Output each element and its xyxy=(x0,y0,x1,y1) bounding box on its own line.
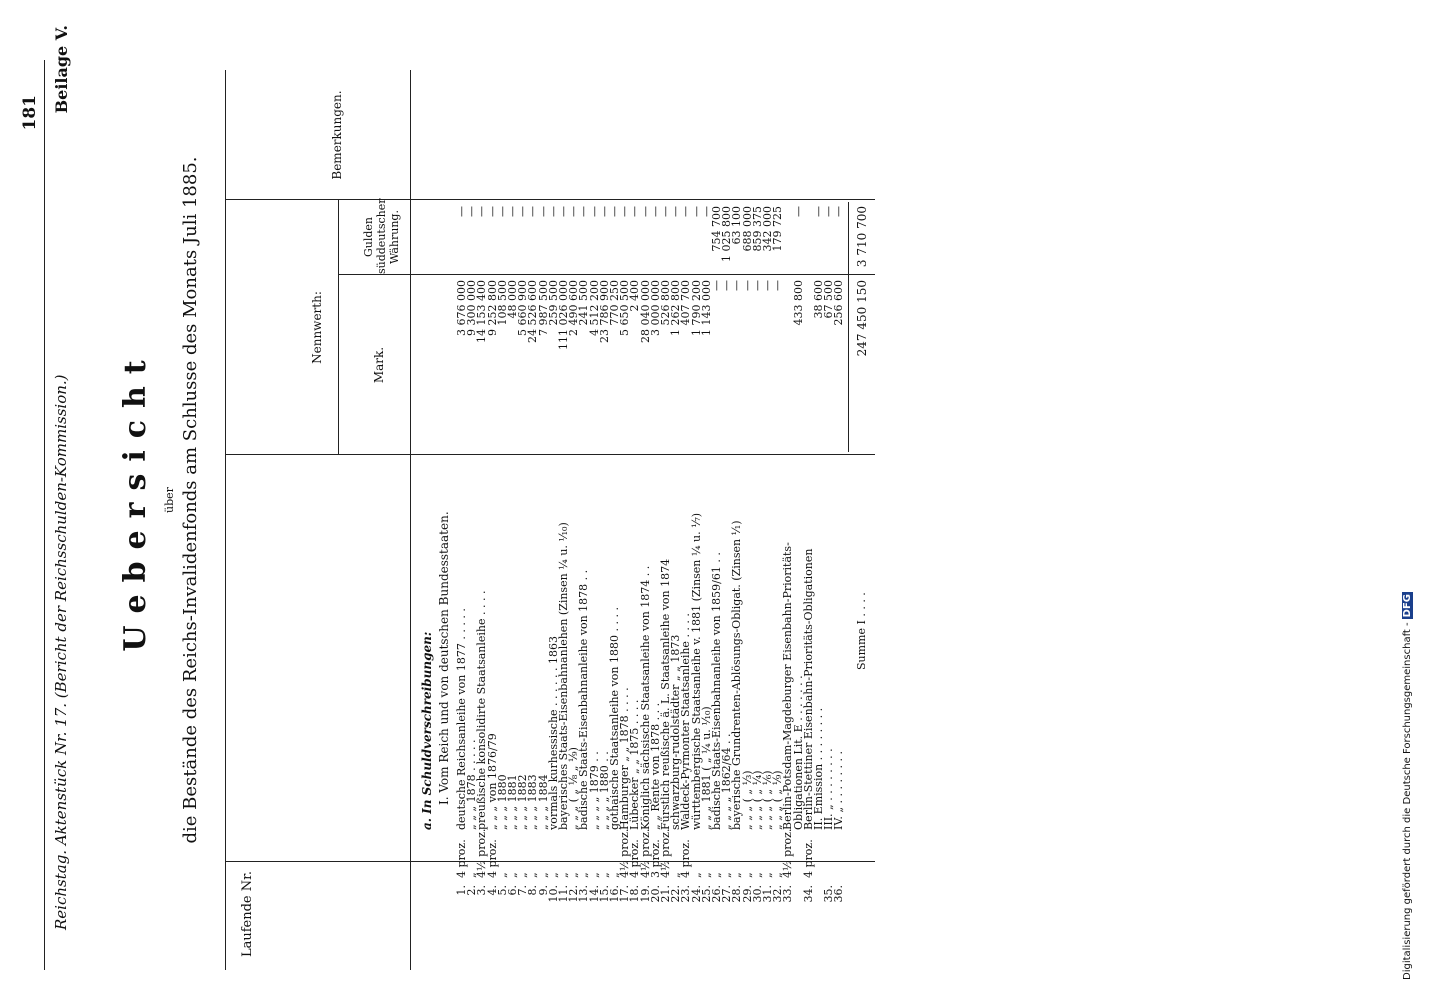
table-top-rule xyxy=(225,70,226,970)
row-rate: „ xyxy=(546,872,560,878)
row-gulden-value: — xyxy=(812,206,825,217)
row-description: „ „ „ „ 1879 . . xyxy=(587,751,601,830)
row-description: Hamburger „ „ 1878 . . . . xyxy=(618,687,632,830)
row-description: schwarzburg-rudolstädter „ „ 1873 xyxy=(669,634,683,830)
row-mark-value: 2 400 xyxy=(628,280,642,312)
summe-mark: 247 450 150 xyxy=(855,280,869,357)
row-mark-value: 1 790 200 xyxy=(689,280,703,336)
row-description: Berlin-Potsdam-Magdeburger Eisenbahn-Prioritäts- xyxy=(781,542,795,830)
row-number: 26. xyxy=(710,885,723,903)
row-rate: „ xyxy=(689,872,703,878)
row-description: Berlin-Stettiner Eisenbahn-Prioritäts-Obligationen xyxy=(801,548,815,830)
row-gulden-value: — xyxy=(557,206,570,217)
row-number: 8. xyxy=(526,885,540,896)
row-description: „ „ „ „ 1880 . . xyxy=(597,751,611,830)
row-rate: „ xyxy=(495,872,509,878)
row-mark-value: 3 000 000 xyxy=(648,280,662,336)
row-number: 32. xyxy=(771,885,785,903)
row-rate: 4 proz. xyxy=(485,839,499,878)
row-gulden-value: — xyxy=(536,206,550,217)
subtitle-connector: über xyxy=(163,487,176,513)
header-mark: Mark. xyxy=(372,346,386,384)
row-gulden-value: — xyxy=(567,206,581,217)
row-number: 12. xyxy=(567,885,581,903)
row-mark-value: 3 676 000 xyxy=(455,280,468,336)
row-mark-value: 7 987 500 xyxy=(536,280,550,336)
row-mark-value: 526 800 xyxy=(659,280,672,326)
row-description: „ „ „ 1878 . . . . . xyxy=(465,739,479,830)
row-description: II. Emission . . . . . . . . xyxy=(812,707,825,830)
row-gulden-value: — xyxy=(648,206,662,217)
row-description: „ „ „ 1882 xyxy=(516,774,530,830)
row-description: „ „ Rente von 1878 . . . xyxy=(648,702,662,830)
row-description: bayerische Grundrenten-Ablösungs-Obligat. (Zinsen ⅟₁) xyxy=(730,520,744,830)
row-number: 25. xyxy=(699,885,713,903)
row-gulden-value: — xyxy=(506,206,519,217)
row-number: 35. xyxy=(822,885,836,903)
row-number: 17. xyxy=(618,885,632,903)
row-mark-value: 1 143 000 xyxy=(699,280,713,336)
row-rate: „ xyxy=(506,872,519,878)
row-mark-value: 1 262 800 xyxy=(669,280,683,336)
row-number: 1. xyxy=(455,885,468,896)
row-mark-value: — xyxy=(771,280,785,291)
row-number: 16. xyxy=(608,885,621,903)
row-gulden-value: — xyxy=(455,206,468,217)
row-rate: „ xyxy=(669,872,683,878)
row-rate: „ xyxy=(710,872,723,878)
row-number: 13. xyxy=(577,885,591,903)
footer-text: Digitalisierung gefördert durch die Deutsche Forschungsgemeinschaft - xyxy=(1402,622,1413,980)
row-gulden-value: — xyxy=(587,206,601,217)
row-mark-value: 24 526 600 xyxy=(526,280,540,343)
row-gulden-value: 1 025 800 xyxy=(720,206,734,262)
row-description: badische Staats-Eisenbahnanleihe von 1878 . . xyxy=(577,569,591,830)
row-mark-value: 48 000 xyxy=(506,280,519,319)
nennwerth-rule xyxy=(338,200,339,455)
row-number: 21. xyxy=(659,885,672,903)
document-title: Uebersicht xyxy=(118,348,153,652)
summe-gulden: 3 710 700 xyxy=(855,206,869,268)
row-number: 9. xyxy=(536,885,550,896)
row-description: Lübecker „ „ 1875 . . . . xyxy=(628,699,642,830)
row-description: „ „ „ 1881 xyxy=(506,774,519,830)
row-mark-value: 23 786 900 xyxy=(597,280,611,343)
row-number: 33. xyxy=(781,885,795,903)
row-gulden-value: 688 000 xyxy=(740,206,754,252)
header-bemerkungen: Bemerkungen. xyxy=(330,90,344,180)
row-gulden-value: — xyxy=(669,206,683,217)
row-rate: 4½ proz. xyxy=(618,828,632,878)
row-mark-value: 433 800 xyxy=(791,280,805,326)
row-rate: „ xyxy=(577,872,591,878)
header-laufende-nr: Laufende Nr. xyxy=(240,870,255,958)
document-subtitle: die Bestände des Reichs-Invalidenfonds am Schlusse des Monats Juli 1885. xyxy=(180,156,201,844)
row-number: 27. xyxy=(720,885,734,903)
row-number: 3. xyxy=(475,885,489,896)
row-number: 20. xyxy=(648,885,662,903)
dfg-logo: DFG xyxy=(1402,594,1413,618)
row-mark-value: 14 153 400 xyxy=(475,280,489,343)
row-rate: 4 proz. xyxy=(801,839,815,878)
row-description: III. „ . . . . . . . . xyxy=(822,748,836,830)
row-number: 24. xyxy=(689,885,703,903)
section-heading-1: I. Vom Reich und von deutschen Bundesstaaten. xyxy=(437,511,451,805)
row-mark-value: — xyxy=(761,280,774,291)
row-mark-value: 5 660 900 xyxy=(516,280,530,336)
row-mark-value: 38 600 xyxy=(812,280,825,319)
row-gulden-value: — xyxy=(516,206,530,217)
row-gulden-value: 859 375 xyxy=(750,206,764,252)
row-gulden-value: — xyxy=(638,206,652,217)
row-number: 15. xyxy=(597,885,611,903)
row-number: 30. xyxy=(750,885,764,903)
row-rate: „ xyxy=(771,872,785,878)
row-gulden-value: — xyxy=(699,206,713,217)
row-mark-value: 9 252 800 xyxy=(485,280,499,336)
row-description: „ „ „ 1883 xyxy=(526,774,540,830)
row-gulden-value: 63 100 xyxy=(730,206,744,245)
header-rule xyxy=(44,60,45,970)
row-number: 14. xyxy=(587,885,601,903)
row-gulden-value: — xyxy=(832,206,846,217)
row-rate: „ xyxy=(608,872,621,878)
row-gulden-value: — xyxy=(689,206,703,217)
row-number: 2. xyxy=(465,885,479,896)
row-rate: 4½ proz. xyxy=(659,828,672,878)
row-gulden-value: — xyxy=(618,206,632,217)
row-gulden-value: 342 000 xyxy=(761,206,774,252)
row-gulden-value: — xyxy=(526,206,540,217)
row-mark-value: — xyxy=(730,280,744,291)
table-row xyxy=(832,0,846,1000)
row-mark-value: 2 490 600 xyxy=(567,280,581,336)
row-number: 11. xyxy=(557,885,570,903)
summe-label: Summe I . . . . xyxy=(855,592,868,670)
row-number: 29. xyxy=(740,885,754,903)
row-description: deutsche Reichsanleihe von 1877 . . . . . xyxy=(455,608,468,830)
row-rate: „ xyxy=(536,872,550,878)
row-mark-value: 770 250 xyxy=(608,280,621,326)
row-description: „ „ „ 1880 xyxy=(495,774,509,830)
row-gulden-value: — xyxy=(628,206,642,217)
row-rate: „ xyxy=(557,872,570,878)
row-number: 5. xyxy=(495,885,509,896)
row-mark-value: 4 512 200 xyxy=(587,280,601,336)
row-gulden-value: — xyxy=(577,206,591,217)
row-rate: „ xyxy=(740,872,754,878)
row-description: württembergische Staatsanleihe v. 1881 (Zinsen ¼ u. ⅟₇) xyxy=(689,512,703,830)
row-rate: „ xyxy=(516,872,530,878)
header-nennwerth: Nennwerth: xyxy=(310,291,324,364)
row-mark-value: 407 700 xyxy=(679,280,693,326)
beilage-label: Beilage V. xyxy=(52,25,71,114)
row-rate: „ xyxy=(720,872,734,878)
row-number: 6. xyxy=(506,885,519,896)
row-rate: 4½ proz. xyxy=(475,828,489,878)
row-description: „ „ „ ( „ ⅟₉) xyxy=(771,770,785,830)
row-rate: 3 proz. xyxy=(648,839,662,878)
row-description: bayerisches Staats-Eisenbahnanlehen (Zinsen ¼ u. ¹⁄₁₀) xyxy=(557,522,570,830)
row-gulden-value: — xyxy=(597,206,611,217)
row-mark-value: — xyxy=(710,280,723,291)
row-mark-value: 256 600 xyxy=(832,280,846,326)
row-description: „ „ „ ( „ ⅟₄) xyxy=(750,770,764,830)
row-description: Waldeck-Pyrmonter Staatsanleihe . . . . xyxy=(679,613,693,830)
row-number: 4. xyxy=(485,885,499,896)
row-rate: „ xyxy=(526,872,540,878)
row-rate: „ xyxy=(761,872,774,878)
row-mark-value: 67 500 xyxy=(822,280,836,319)
section-heading-a: a. In Schuldverschreibungen: xyxy=(420,631,434,830)
row-description: badische Staats-Eisenbahnanleihe von 1859/61 . . xyxy=(710,552,723,830)
row-description: vormals kurhessische . . . . . . 1863 xyxy=(546,635,560,830)
row-description: „ „ „ von 1876/79 xyxy=(485,733,499,830)
row-description: gothaische Staatsanleihe von 1880 . . . . xyxy=(608,607,621,830)
table-header-rule xyxy=(410,70,411,970)
row-number: 22. xyxy=(669,885,683,903)
row-gulden-value: — xyxy=(475,206,489,217)
row-gulden-value: — xyxy=(791,206,805,217)
row-number: 19. xyxy=(638,885,652,903)
row-mark-value: 241 500 xyxy=(577,280,591,326)
row-mark-value: 28 040 000 xyxy=(638,280,652,343)
row-number: 18. xyxy=(628,885,642,903)
row-gulden-value: — xyxy=(546,206,560,217)
row-description: Königlich sächsische Staatsanleihe von 1874 . . xyxy=(638,565,652,830)
row-number: 31. xyxy=(761,885,774,903)
row-rate: 4 proz. xyxy=(628,839,642,878)
row-gulden-value: — xyxy=(822,206,836,217)
row-number: 7. xyxy=(516,885,530,896)
row-description: „ „ „ ( „ ⅟₃) xyxy=(740,770,754,830)
row-rate: 4½ proz. xyxy=(781,828,795,878)
row-description: „ „ „ ( „ ⅛ „ ⅟₉) xyxy=(567,747,581,830)
row-mark-value: — xyxy=(750,280,764,291)
row-gulden-value: 754 700 xyxy=(710,206,723,252)
row-description: „ „ „ „ 1862/64 . . xyxy=(720,733,734,830)
row-rate: „ xyxy=(597,872,611,878)
row-description: IV. „ . . . . . . . . xyxy=(832,750,846,830)
row-rate: 4 proz. xyxy=(679,839,693,878)
header-gulden: Gulden süddeutscher Währung. xyxy=(362,198,401,274)
row-rate: „ xyxy=(699,872,713,878)
row-rate: „ xyxy=(750,872,764,878)
row-mark-value: 5 650 500 xyxy=(618,280,632,336)
row-description: Obligationen Lit. E . . . . . . . xyxy=(791,675,805,830)
row-description: Fürstlich reußische ä. L. Staatsanleihe von 1874 xyxy=(659,558,672,830)
row-mark-value: — xyxy=(740,280,754,291)
row-mark-value: 111 026 000 xyxy=(557,280,570,350)
row-number: 28. xyxy=(730,885,744,903)
digitization-footer xyxy=(1402,20,1413,980)
row-rate: „ xyxy=(465,872,479,878)
row-description: „ „ „ ( „ ⅟₆) xyxy=(761,770,774,830)
row-description: „ „ „ 1881 ( „ ¼ u. ¹⁄₁₀) xyxy=(699,706,713,830)
row-description: preußische konsolidirte Staatsanleihe . . . . xyxy=(475,590,489,830)
row-number: 10. xyxy=(546,885,560,903)
row-gulden-value: — xyxy=(465,206,479,217)
row-rate: „ xyxy=(567,872,581,878)
row-number: 23. xyxy=(679,885,693,903)
page-number: 181 xyxy=(20,95,40,131)
row-rate: 4½ proz. xyxy=(638,828,652,878)
row-mark-value: 259 500 xyxy=(546,280,560,326)
row-number: 34. xyxy=(801,885,815,903)
row-gulden-value: — xyxy=(679,206,693,217)
row-rate: „ xyxy=(587,872,601,878)
row-gulden-value: — xyxy=(608,206,621,217)
sum-rule xyxy=(848,202,849,452)
row-mark-value: 108 500 xyxy=(495,280,509,326)
row-gulden-value: — xyxy=(495,206,509,217)
running-header: Reichstag. Aktenstück Nr. 17. (Bericht der Reichsschulden-Kommission.) xyxy=(52,374,70,930)
row-rate: „ xyxy=(730,872,744,878)
row-gulden-value: — xyxy=(659,206,672,217)
row-description: „ „ „ 1884 xyxy=(536,774,550,830)
row-gulden-value: 179 725 xyxy=(771,206,785,252)
row-gulden-value: — xyxy=(485,206,499,217)
row-mark-value: 9 300 000 xyxy=(465,280,479,336)
row-rate: 4 proz. xyxy=(455,839,468,878)
row-mark-value: — xyxy=(720,280,734,291)
row-number: 36. xyxy=(832,885,846,903)
